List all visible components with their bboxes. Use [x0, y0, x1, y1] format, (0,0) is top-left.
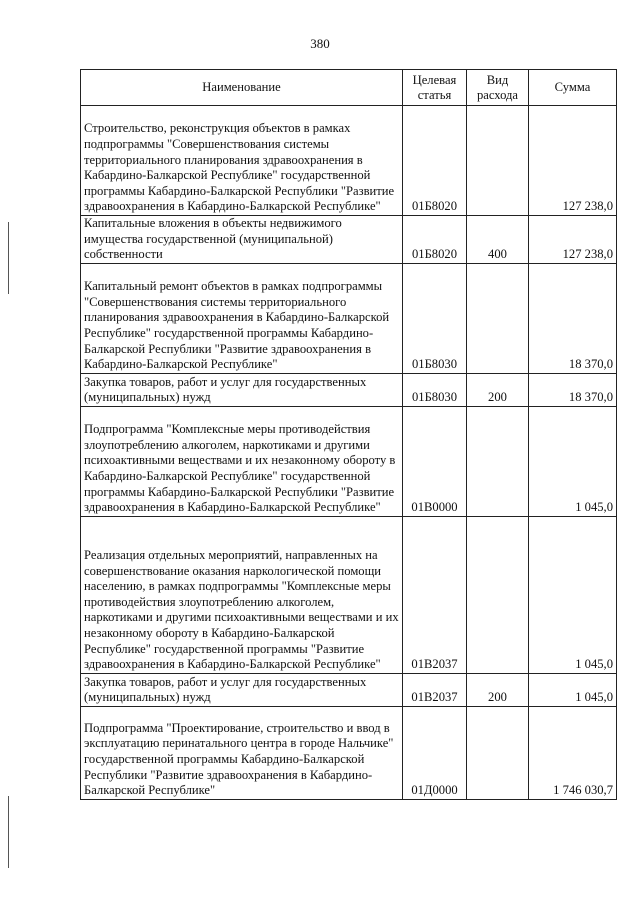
row-sum: 127 238,0 — [529, 106, 617, 216]
row-expense-type: 200 — [467, 673, 529, 706]
row-expense-type — [467, 516, 529, 673]
row-target-code: 01Б8030 — [403, 373, 467, 406]
row-expense-type — [467, 406, 529, 516]
table-row — [81, 706, 617, 799]
row-expense-type — [467, 706, 529, 799]
header-sum: Сумма — [529, 70, 617, 106]
row-target-code: 01Б8030 — [403, 263, 467, 373]
header-type-line2: расхода — [476, 87, 519, 102]
row-target-code: 01В2037 — [403, 673, 467, 706]
scan-margin-line — [8, 796, 9, 868]
table-header-row — [81, 70, 617, 106]
table-row — [81, 216, 617, 264]
table-row — [81, 673, 617, 706]
row-expense-type: 400 — [467, 216, 529, 264]
row-name: Закупка товаров, работ и услуг для государственных (муниципальных) нужд — [81, 373, 403, 406]
row-target-code: 01Б8020 — [403, 216, 467, 264]
row-sum: 1 746 030,7 — [529, 706, 617, 799]
table-row — [81, 106, 617, 216]
header-type-line1: Вид — [486, 72, 509, 87]
row-name: Закупка товаров, работ и услуг для государственных (муниципальных) нужд — [81, 673, 403, 706]
table-row — [81, 373, 617, 406]
table-row — [81, 263, 617, 373]
row-name: Подпрограмма "Комплексные меры противодействия злоупотреблению алкоголем, наркотиками и другими психоактивными веществами и их незаконному обороту в Кабардино-Балкарской Республике" государственной программы Кабардино-Балкарской Республики "Развитие здравоохранения в Кабардино-Балкарской Республике" — [81, 406, 403, 516]
row-name: Капитальные вложения в объекты недвижимого имущества государственной (муниципальной) собственности — [81, 216, 403, 264]
row-target-code: 01В2037 — [403, 516, 467, 673]
row-name: Реализация отдельных мероприятий, направленных на совершенствование оказания наркологической помощи населению, в рамках подпрограммы "Комплексные меры противодействия злоупотреблению алкоголем, наркотиками и другими психоактивными веществами и их незаконному обороту в Кабардино-Балкарской Республике" государственной программы "Развитие здравоохранения в Кабардино-Балкарской Республике" — [81, 516, 403, 673]
row-sum: 127 238,0 — [529, 216, 617, 264]
table-row — [81, 406, 617, 516]
row-name: Строительство, реконструкция объектов в рамках подпрограммы "Совершенствования системы территориального планирования здравоохранения в Кабардино-Балкарской Республике" государственной программы Кабардино-Балкарской Республики "Развитие здравоохранения в Кабардино-Балкарской Республике" — [81, 106, 403, 216]
header-name: Наименование — [81, 70, 403, 106]
row-sum: 1 045,0 — [529, 406, 617, 516]
row-name: Подпрограмма "Проектирование, строительство и ввод в эксплуатацию перинатального центра в городе Нальчике" государственной программы Кабардино-Балкарской Республики "Развитие здравоохранения в Кабардино-Балкарской Республике" — [81, 706, 403, 799]
budget-table — [80, 69, 617, 800]
header-expense-type — [467, 70, 529, 106]
table-row — [81, 516, 617, 673]
row-sum: 18 370,0 — [529, 373, 617, 406]
row-target-code: 01В0000 — [403, 406, 467, 516]
header-target-line1: Целевая — [412, 72, 457, 87]
row-sum: 1 045,0 — [529, 516, 617, 673]
row-expense-type: 200 — [467, 373, 529, 406]
header-target-line2: статья — [417, 87, 452, 102]
row-expense-type — [467, 106, 529, 216]
row-sum: 1 045,0 — [529, 673, 617, 706]
row-expense-type — [467, 263, 529, 373]
page-number: 380 — [310, 36, 330, 51]
header-target-article — [403, 70, 467, 106]
row-target-code: 01Б8020 — [403, 106, 467, 216]
row-target-code: 01Д0000 — [403, 706, 467, 799]
row-sum: 18 370,0 — [529, 263, 617, 373]
row-name: Капитальный ремонт объектов в рамках подпрограммы "Совершенствования системы территориального планирования здравоохранения в Кабардино-Балкарской Республике" государственной программы Кабардино-Балкарской Республики "Развитие здравоохранения в Кабардино-Балкарской Республике" — [81, 263, 403, 373]
scan-margin-line — [8, 222, 9, 294]
